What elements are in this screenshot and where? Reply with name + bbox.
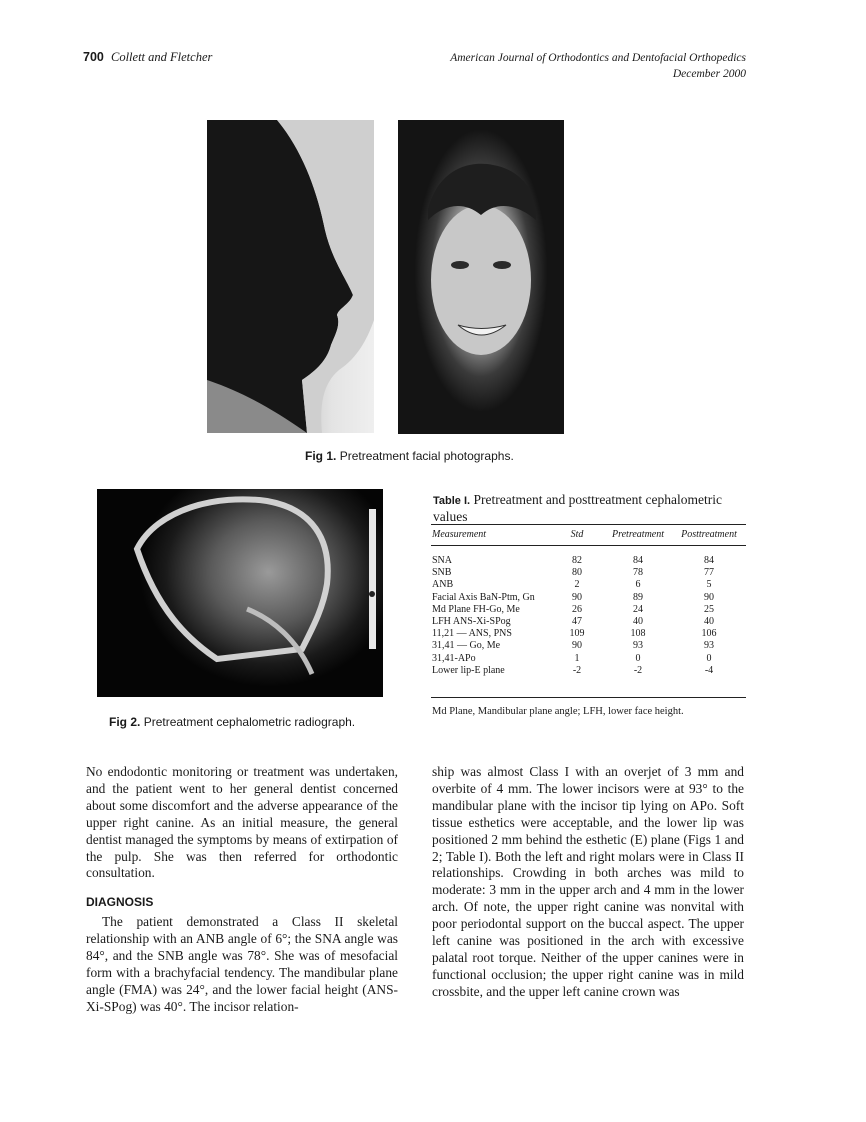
table-cell: 90: [572, 591, 582, 603]
table-cell: 82: [572, 555, 582, 566]
table-cell: 1: [574, 652, 580, 664]
table-cell: 47: [572, 615, 582, 627]
figure2-caption: [109, 715, 355, 729]
table-body: [431, 555, 746, 677]
table-cell: 93: [633, 640, 643, 652]
table-cell: 93: [704, 640, 714, 652]
table-cell: 40: [704, 615, 714, 627]
table-cell: 0: [635, 652, 641, 664]
table-bottom-rule: [431, 697, 746, 698]
page-number: 700: [83, 50, 104, 64]
table-cell: 5: [706, 579, 712, 591]
table-cell: 25: [704, 603, 714, 615]
paragraph: No endodontic monitoring or treatment was undertaken, and the patient went to her general dentist concerned about some discomfort and the adverse appearance of the upper right canine. As an initial measure, the general dentist managed the symptoms by means of extirpation of the pulp. She was then referred for orthodontic consultation.: [86, 764, 398, 881]
table-cell: 89: [633, 591, 643, 603]
frontal-photo: [398, 120, 564, 434]
table-cell: Lower lip-E plane: [432, 664, 505, 676]
table-top-rule: [431, 524, 746, 525]
table-cell: 109: [569, 628, 585, 640]
figure1-caption: [305, 449, 514, 463]
table-row: [431, 567, 746, 579]
table-cell: 84: [633, 555, 643, 566]
table-cell: 78: [633, 567, 643, 579]
table-row: [431, 665, 746, 677]
table-label: Table I.: [433, 495, 471, 507]
column-header: Pretreatment: [611, 529, 665, 540]
column-header: Std: [570, 529, 584, 540]
figure1-label: Fig 1.: [305, 449, 337, 463]
table-cell: Md Plane FH-Go, Me: [432, 603, 520, 615]
figure2-label: Fig 2.: [109, 715, 141, 729]
table-cell: -2: [572, 664, 582, 676]
right-column: [432, 764, 744, 1001]
table-cell: -4: [704, 664, 714, 676]
table-row: [431, 628, 746, 640]
table-cell: LFH ANS-Xi-SPog: [432, 615, 511, 627]
left-column: [86, 764, 398, 1016]
table-cell: 0: [706, 652, 712, 664]
issue-date: December 2000: [672, 68, 746, 80]
table-cell: 80: [572, 567, 582, 579]
table-row: [431, 616, 746, 628]
table-cell: 31,41 — Go, Me: [432, 640, 501, 652]
paragraph: The patient demonstrated a Class II skeletal relationship with an ANB angle of 6°; the SNA angle was 84°, and the SNB angle was 78°. She was of mesofacial form with a brachyfacial tendency. The mandibular plane angle (FMA) was 24°, and the lower facial height (ANS-Xi-SPog) was 40°. The incisor relation-: [86, 914, 398, 1014]
table-row: [431, 640, 746, 652]
author-names: Collett and Fletcher: [110, 50, 213, 64]
running-header-right: [450, 50, 746, 82]
table-cell: 40: [633, 615, 643, 627]
journal-title: American Journal of Orthodontics and Dentofacial Orthopedics: [450, 52, 746, 64]
table-title: [433, 492, 753, 524]
table-cell: -2: [633, 664, 643, 676]
table-cell: 26: [572, 603, 582, 615]
table-cell: 106: [701, 628, 717, 640]
cephalometric-radiograph: [97, 489, 383, 697]
table-cell: 2: [574, 579, 580, 591]
table-cell: ANB: [432, 579, 454, 591]
table-cell: 84: [704, 555, 714, 566]
table-row: [431, 555, 746, 567]
table-cell: 77: [704, 567, 714, 579]
table-row: [431, 592, 746, 604]
table-cell: 11,21 — ANS, PNS: [432, 628, 512, 640]
table-cell: 6: [635, 579, 641, 591]
table-cell: SNB: [432, 567, 452, 579]
column-header: Posttreatment: [681, 529, 737, 540]
paragraph: ship was almost Class I with an overjet of 3 mm and overbite of 4 mm. The lower incisors were at 93° to the mandibular plane with the incisor tip lying on APo. Soft tissue esthetics were acceptable, and the lower lip was positioned 2 mm behind the esthetic (E) plane (Figs 1 and 2; Table I). Both the left and right molars were in Class II relationships. Crowding in both arches was mild to moderate: 3 mm in the upper arch and 4 mm in the lower arch. Of note, the upper right canine was nonvital with poor periodontal support on the buccal aspect. The upper left canine was positioned in the arch with excessive palatal root torque. Neither of the upper canines were in functional occlusion; the upper right canine was in mild crossbite, and the upper left canine crown was: [432, 764, 744, 999]
profile-photo: [207, 120, 374, 433]
table-cell: SNA: [432, 555, 453, 566]
table-header-rule: [431, 545, 746, 546]
table-cell: 24: [633, 603, 643, 615]
table-cell: 108: [630, 628, 646, 640]
figure1-caption-text: Pretreatment facial photographs.: [339, 449, 514, 463]
running-header-left: [83, 50, 212, 65]
table-row: [431, 653, 746, 665]
table-cell: Facial Axis BaN-Ptm, Gn: [432, 591, 535, 603]
column-header: Measurement: [432, 529, 487, 540]
table-row: [431, 604, 746, 616]
table-row: [431, 579, 746, 591]
table-footnote: Md Plane, Mandibular plane angle; LFH, lower face height.: [432, 706, 684, 717]
table-cell: 90: [704, 591, 714, 603]
section-heading: DIAGNOSIS: [86, 895, 154, 910]
table-title-text: Pretreatment and posttreatment cephalometric values: [433, 492, 722, 524]
figure2-caption-text: Pretreatment cephalometric radiograph.: [143, 715, 356, 729]
table-cell: 90: [572, 640, 582, 652]
table-cell: 31,41-APo: [432, 652, 476, 664]
